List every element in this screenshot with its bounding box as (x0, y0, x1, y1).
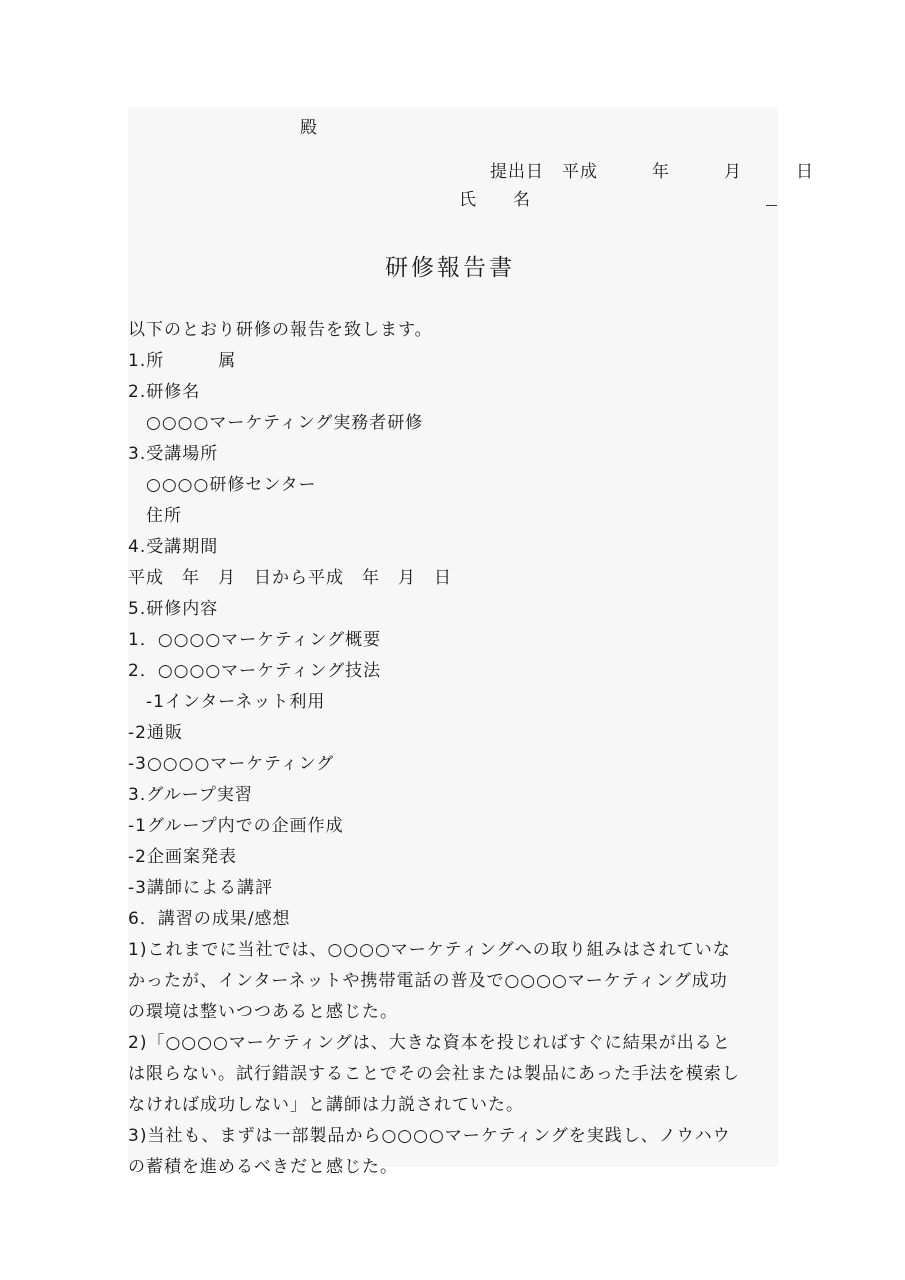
results-paragraph-line: 3)当社も、まずは一部製品から○○○○マーケティングを実践し、ノウハウ (128, 1126, 731, 1146)
intro-line: 以下のとおり研修の報告を致します。 (128, 320, 433, 340)
document-title: 研修報告書 (385, 255, 515, 281)
content-item: 2．○○○○マーケティング技法 (128, 661, 382, 681)
venue-address-label: 住所 (128, 506, 182, 526)
section-venue: 3.受講場所 (128, 444, 219, 464)
results-paragraph-line: の環境は整いつつあると感じた。 (128, 1002, 398, 1022)
content-subitem: -1グループ内での企画作成 (128, 816, 344, 836)
section-affiliation: 1.所 属 (128, 351, 237, 371)
results-paragraph-line: かったが、インターネットや携帯電話の普及で○○○○マーケティング成功 (128, 971, 728, 991)
section-period: 4.受講期間 (128, 537, 219, 557)
content-item: 3.グループ実習 (128, 785, 253, 805)
addressee-label: 殿 (300, 118, 318, 138)
content-subitem: -2企画案発表 (128, 847, 237, 867)
content-subitem: -1インターネット利用 (128, 692, 326, 712)
results-paragraph-line: の蓄積を進めるべきだと感じた。 (128, 1157, 398, 1177)
venue-name-value: ○○○○研修センター (128, 475, 317, 495)
report-body (128, 315, 778, 1183)
results-paragraph-line: 2)「○○○○マーケティングは、大きな資本を投じればすぐに結果が出ると (128, 1033, 731, 1053)
results-paragraph-line: は限らない。試行錯誤することでその会社または製品にあった手法を模索し (128, 1064, 740, 1084)
name-signature-line (766, 205, 777, 206)
content-subitem: -3○○○○マーケティング (128, 754, 335, 774)
training-name-value: ○○○○マーケティング実務者研修 (128, 413, 424, 433)
submission-date-label: 提出日 平成 年 月 日 (490, 162, 814, 182)
name-label: 氏 名 (459, 190, 531, 210)
results-paragraph-line: 1)これまでに当社では、○○○○マーケティングへの取り組みはされていな (128, 940, 731, 960)
content-subitem: -3講師による講評 (128, 878, 273, 898)
content-item: 1．○○○○マーケティング概要 (128, 630, 382, 650)
section-content: 5.研修内容 (128, 599, 219, 619)
period-value: 平成 年 月 日から平成 年 月 日 (128, 568, 452, 588)
results-paragraph-line: なければ成功しない」と講師は力説されていた。 (128, 1095, 524, 1115)
content-subitem: -2通販 (128, 723, 183, 743)
section-training-name: 2.研修名 (128, 382, 201, 402)
section-results: 6．講習の成果/感想 (128, 909, 291, 929)
